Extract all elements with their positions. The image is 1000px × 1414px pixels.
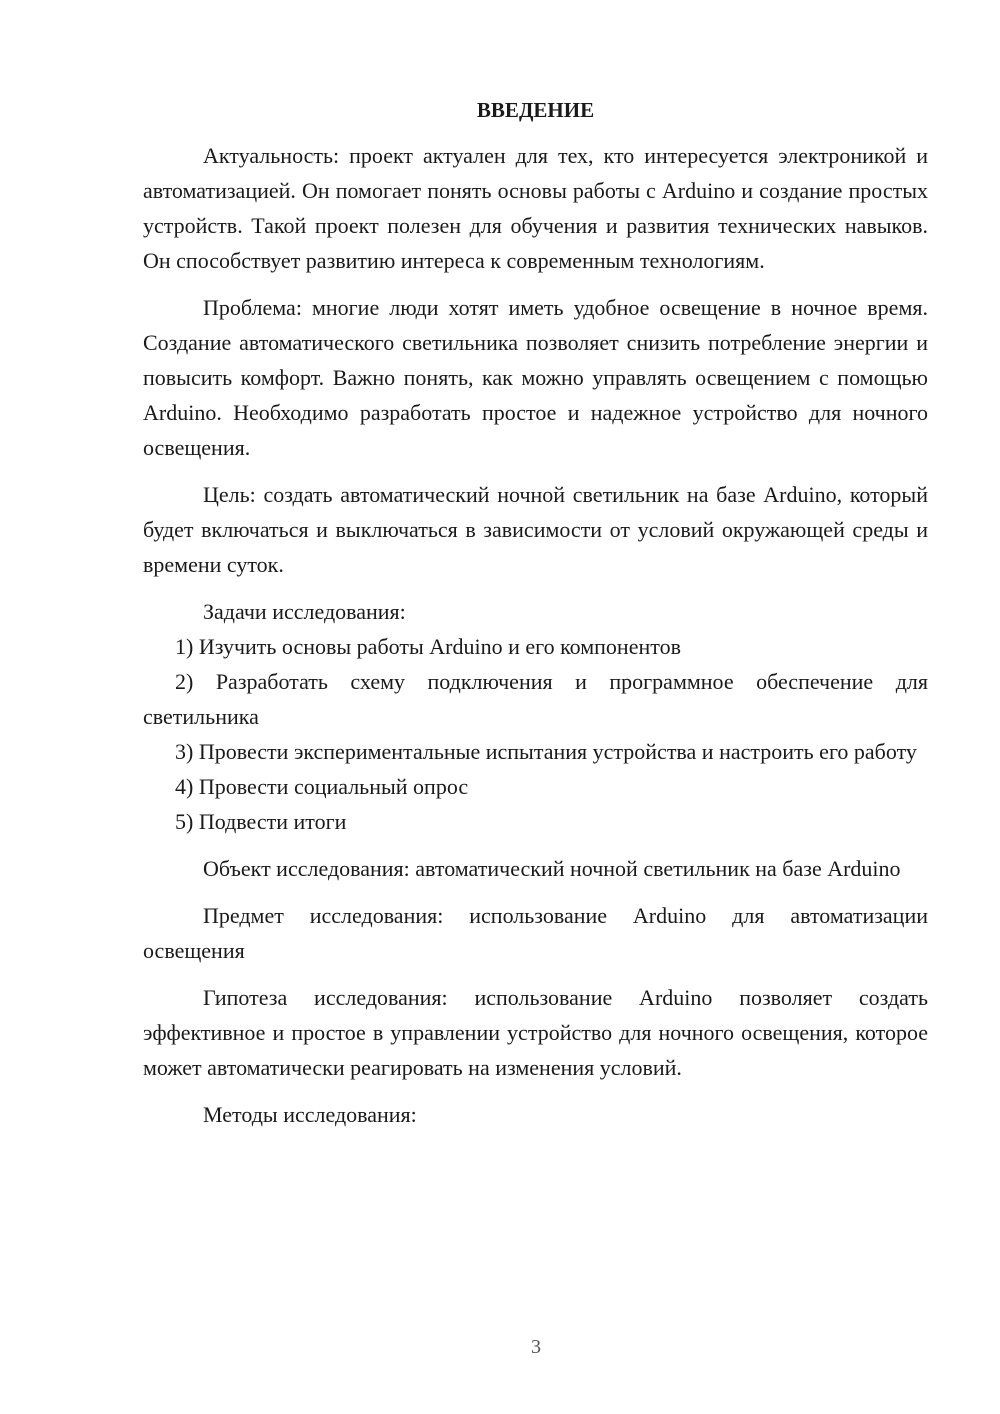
problem-paragraph: Проблема: многие люди хотят иметь удобное освещение в ночное время. Создание автоматического светильника позволяет снизить потребление энергии и повысить комфорт. Важно понять, как можно управлять освещением с помощью Arduino. Необходимо разработать простое и надежное устройство для ночного освещения. — [143, 295, 928, 460]
hypothesis-paragraph: Гипотеза исследования: использование Arduino позволяет создать эффективное и простое в управлении устройство для ночного освещения, которое может автоматически реагировать на изменения условий. — [143, 985, 928, 1080]
task-item-4: 4) Провести социальный опрос — [175, 774, 469, 799]
object-paragraph: Объект исследования: автоматический ночной светильник на базе Arduino — [203, 856, 901, 881]
task-item-1: 1) Изучить основы работы Arduino и его компонентов — [175, 634, 681, 659]
page-title: ВВЕДЕНИЕ — [476, 98, 595, 122]
goal-paragraph: Цель: создать автоматический ночной светильник на базе Arduino, который будет включаться и выключаться в зависимости от условий окружающей среды и времени суток. — [143, 482, 928, 577]
tasks-heading: Задачи исследования: — [203, 599, 406, 624]
page-number: 3 — [531, 1336, 541, 1358]
task-item-3: 3) Провести экспериментальные испытания устройства и настроить его работу — [175, 739, 917, 764]
relevance-paragraph: Актуальность: проект актуален для тех, кто интересуется электроникой и автоматизацией. Он помогает понять основы работы с Arduino и создание простых устройств. Такой проект полезен для обучения и развития технических навыков. Он способствует развитию интереса к современным технологиям. — [143, 143, 928, 273]
task-item-2: 2) Разработать схему подключения и программное обеспечение для светильника — [143, 669, 928, 729]
page-content — [143, 93, 928, 1132]
subject-paragraph: Предмет исследования: использование Arduino для автоматизации освещения — [143, 903, 928, 963]
methods-heading: Методы исследования: — [203, 1102, 417, 1127]
task-item-5: 5) Подвести итоги — [175, 809, 347, 834]
